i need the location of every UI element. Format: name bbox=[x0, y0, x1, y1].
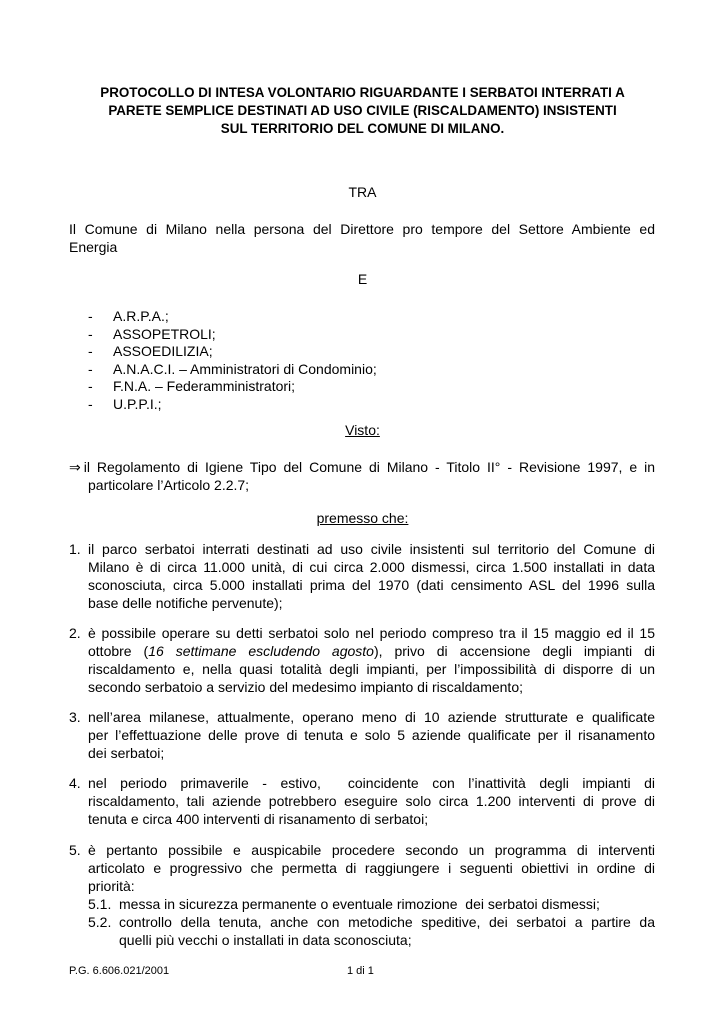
item-line: ottobre (16 settimane escludendo agosto), privo di accensione degli impianti di bbox=[88, 643, 655, 659]
comune-paragraph bbox=[69, 220, 655, 256]
item-line: secondo serbatoio a servizio del medesimo impianto di riscaldamento; bbox=[88, 679, 523, 695]
visto-item bbox=[69, 458, 655, 494]
numbered-item bbox=[69, 841, 655, 949]
tra-heading: TRA bbox=[348, 184, 377, 200]
sub-item-line: messa in sicurezza permanente o eventuale rimozione dei serbatoi dismessi; bbox=[119, 896, 600, 912]
list-item: - ASSOEDILIZIA; bbox=[88, 343, 213, 359]
item-number: 5. bbox=[69, 842, 81, 858]
numbered-item bbox=[69, 624, 655, 696]
item-line: Milano è di circa 11.000 unità, di cui circa 2.000 dismessi, circa 1.500 installati in data bbox=[88, 559, 655, 575]
item-line: sconosciuta, circa 5.000 installati prima del 1970 (dati censimento ASL del 1996 sulla bbox=[88, 577, 655, 593]
numbered-item bbox=[69, 774, 655, 828]
paragraph-line: Energia bbox=[69, 239, 118, 255]
item-line: dei serbatoi; bbox=[88, 745, 165, 761]
visto-line: il Regolamento di Igiene Tipo del Comune di Milano - Titolo II° - Revisione 1997, e in bbox=[83, 459, 655, 475]
item-number: 1. bbox=[69, 541, 81, 557]
item-line: nel periodo primaverile - estivo, coincidente con l’inattività degli impianti di bbox=[88, 775, 655, 791]
premesso-heading: premesso che: bbox=[316, 510, 409, 526]
item-number: 2. bbox=[69, 625, 81, 641]
list-item: - F.N.A. – Federamministratori; bbox=[88, 378, 296, 394]
sub-item-line: quelli più vecchi o installati in data sconosciuta; bbox=[119, 932, 412, 948]
item-line: per l’effettuazione delle prove di tenuta e solo 5 aziende qualificate per il risanamento bbox=[88, 727, 655, 743]
item-number: 3. bbox=[69, 709, 81, 725]
numbered-item bbox=[69, 540, 655, 612]
title-line: PARETE SEMPLICE DESTINATI AD USO CIVILE (RISCALDAMENTO) INSISTENTI bbox=[108, 103, 617, 118]
sub-item-number: 5.1. bbox=[88, 896, 112, 912]
list-item: - ASSOPETROLI; bbox=[88, 325, 216, 342]
sub-item bbox=[88, 913, 655, 949]
item-line: priorità: bbox=[88, 878, 135, 894]
document-title bbox=[60, 84, 665, 138]
title-line: SUL TERRITORIO DEL COMUNE DI MILANO. bbox=[220, 121, 505, 136]
title-line: PROTOCOLLO DI INTESA VOLONTARIO RIGUARDANTE I SERBATOI INTERRATI A bbox=[100, 85, 625, 100]
item-line: nell’area milanese, attualmente, operano meno di 10 aziende strutturate e qualificate bbox=[88, 709, 655, 725]
item-number: 4. bbox=[69, 775, 81, 791]
arrow-icon: ⇒ bbox=[69, 459, 81, 475]
page-number: 1 di 1 bbox=[347, 965, 374, 977]
list-item: - A.N.A.C.I. – Amministratori di Condominio; bbox=[88, 360, 377, 377]
item-line: è pertanto possibile e auspicabile procedere secondo un programma di interventi bbox=[88, 842, 655, 858]
document-reference: P.G. 6.606.021/2001 bbox=[69, 965, 170, 977]
item-line: è possibile operare su detti serbatoi solo nel periodo compreso tra il 15 maggio ed il 15 bbox=[88, 625, 655, 641]
parties-list bbox=[88, 308, 377, 413]
e-heading: E bbox=[357, 271, 368, 287]
sub-item-line: controllo della tenuta, anche con metodiche speditive, dei serbatoi a partire da bbox=[119, 914, 655, 930]
paragraph-line: Il Comune di Milano nella persona del Direttore pro tempore del Settore Ambiente ed bbox=[69, 221, 655, 237]
item-line: articolato e progressivo che permetta di raggiungere i seguenti obiettivi in ordine di bbox=[88, 860, 655, 876]
list-item: - U.P.P.I.; bbox=[88, 395, 162, 412]
visto-line: particolare l’Articolo 2.2.7; bbox=[88, 477, 250, 493]
item-line: base delle notifiche pervenute); bbox=[88, 595, 283, 611]
item-line: riscaldamento e, nella quasi totalità degli impianti, per l’impossibilità di disporre di un bbox=[88, 661, 655, 677]
item-line: riscaldamento, tali aziende potrebbero eseguire solo circa 1.200 interventi di prove di bbox=[88, 793, 655, 809]
sub-item-number: 5.2. bbox=[88, 914, 112, 930]
numbered-item bbox=[69, 708, 655, 762]
visto-heading: Visto: bbox=[345, 422, 380, 438]
item-line: tenuta e circa 400 interventi di risanamento di serbatoi; bbox=[88, 811, 429, 827]
item-line: il parco serbatoi interrati destinati ad uso civile insistenti sul territorio del Comune di bbox=[88, 541, 655, 557]
sub-item bbox=[88, 895, 655, 913]
list-item: - A.R.P.A.; bbox=[88, 308, 169, 324]
